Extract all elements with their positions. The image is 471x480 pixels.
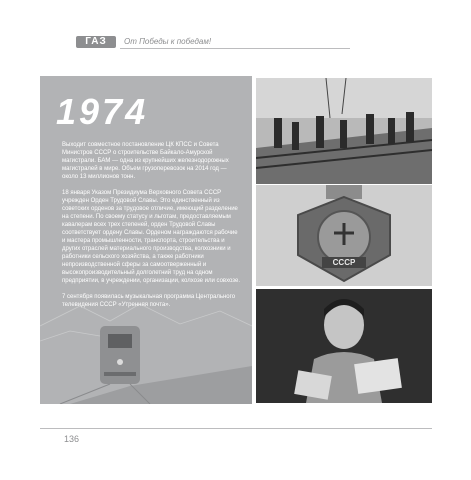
brand-logo	[76, 36, 116, 48]
year-heading: 1974	[56, 91, 149, 132]
paragraph: 18 января Указом Президиума Верховного Совета СССР учрежден Орден Трудовой Славы. Это единственный из советских орденов за трудовое отличие, имеющий разделение на степени. По своему статусу и льготам, предоставляемым кавалерам всех трех степеней, орден Трудовой Славы соответствует ордену Славы. Орденом награждаются рабочие и мастера промышленности, транспорта, строительства и других отраслей материального производства, колхозники и работники сельского хозяйства, а также работники непроизводственной сферы за самоотверженный и высокопроизводительный долголетний труд на одном предприятии, в учреждении, организации, колхозе или совхозе.	[62, 190, 240, 284]
order-medal-photo	[256, 185, 432, 286]
order-ribbon-text: СССР	[332, 258, 356, 267]
footer-divider	[40, 428, 432, 429]
body-text	[62, 141, 242, 317]
page-number: 136	[64, 434, 80, 444]
page-header	[0, 0, 471, 56]
header-title: От Победы к победам!	[124, 37, 212, 46]
paragraph: 7 сентября появилась музыкальная программа Центрального телевидения СССР «Утренняя почта».	[62, 294, 236, 308]
brand-logo-text: ГАЗ	[85, 36, 107, 47]
tv-host-photo	[256, 289, 432, 403]
header-divider	[120, 48, 350, 49]
railway-workers-photo	[256, 78, 432, 184]
paragraph: Выходит совместное постановление ЦК КПСС и Совета Министров СССР о строительстве Байкало-Амурской магистрали. БАМ — одна из крупнейших железнодорожных магистралей в мире. Объем грузоперевозок на 2014 год — около 13 миллионов тонн.	[62, 142, 229, 180]
text-panel	[40, 76, 252, 404]
